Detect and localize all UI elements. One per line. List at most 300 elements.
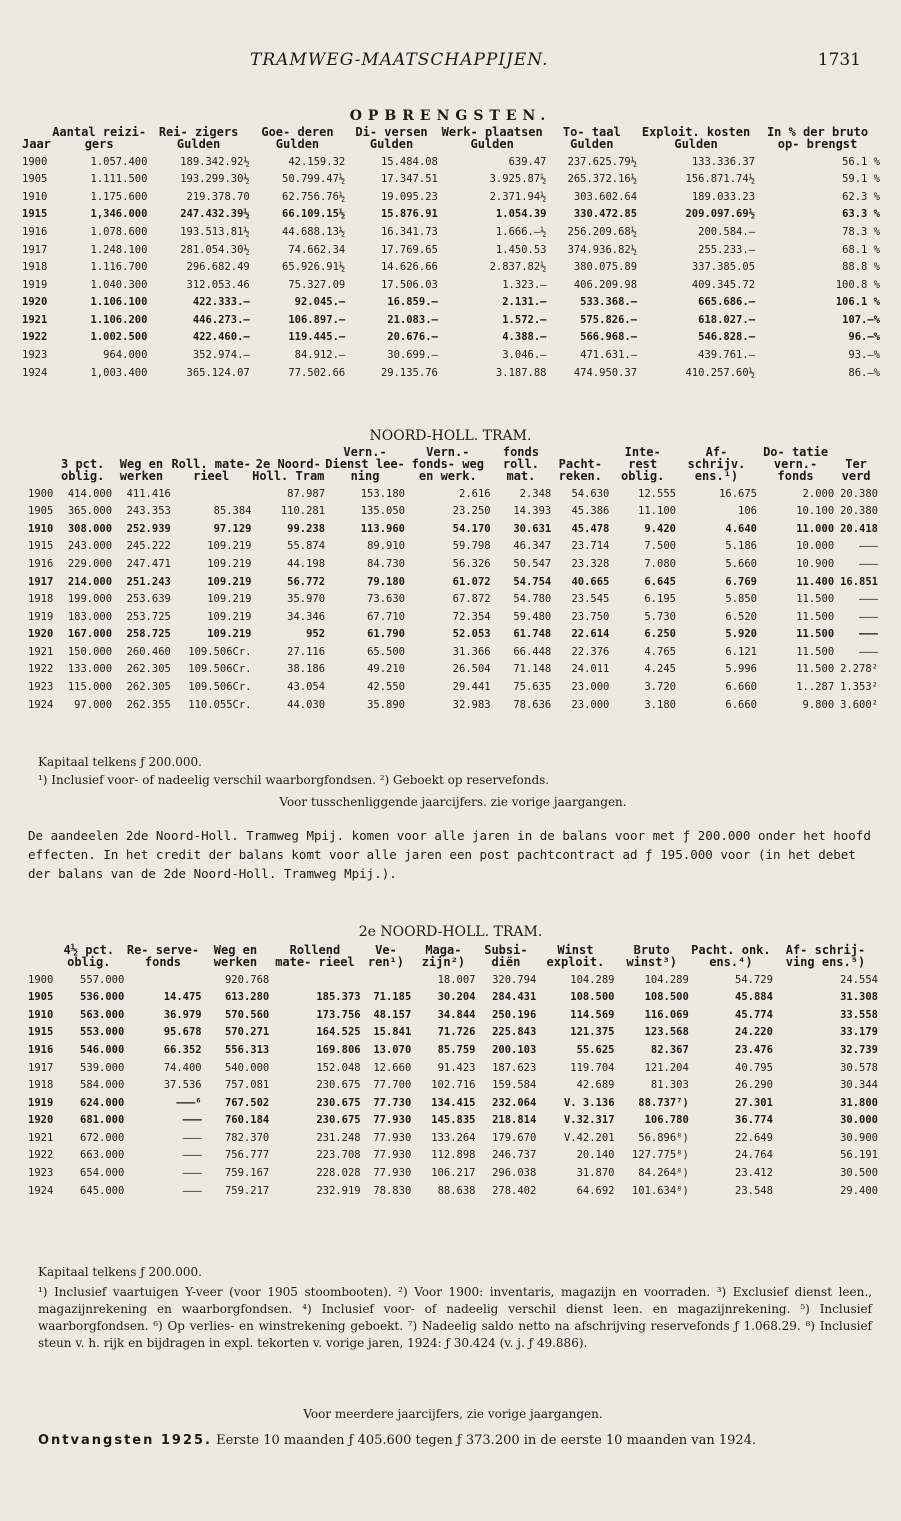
table-cell: 374.936.82½ [567,243,638,256]
table-cell: 6.660 [725,681,757,694]
table-cell: 77.930 [373,1167,412,1180]
table-cell: 1,003.400 [90,366,148,379]
table-cell: 2.131.— [502,296,547,309]
table-cell: 618.027.— [698,313,756,326]
table-cell: 29.400 [840,1184,878,1197]
table-cell: 46.347 [513,540,552,553]
table-cell: 24.011 [571,663,610,676]
table-cell: 23.328 [571,557,610,570]
table-cell: 106.217 [431,1167,476,1180]
table-cell: 422.460.— [192,331,250,344]
table-cell: 256.209.68½ [567,225,638,238]
table-cell: 62.3 % [842,190,880,203]
table-cell: 2.000 [802,487,835,500]
table-cell: 133.264 [431,1131,476,1144]
table-cell: 42.689 [576,1079,615,1092]
table-cell: ——— [182,1149,202,1162]
table-cell: 187.623 [492,1061,537,1074]
table-cell: 109.506Cr. [188,645,252,658]
table-cell: 1922 [28,1149,54,1162]
table-cell: 410.257.60½ [685,366,756,379]
table-cell: 23.548 [735,1184,773,1197]
table-cell: ——— [859,628,878,641]
table-cell: 99.238 [287,522,326,535]
table-cell: 14.475 [163,991,202,1004]
table-cell: 303.602.64 [573,190,638,203]
2e-noord-holl-table [28,944,878,1200]
table-cell: 1.450.53 [495,243,547,256]
table-cell: 237.625.79½ [567,155,638,168]
table-cell: 3.925.87½ [489,173,547,186]
table-cell: 86.—% [848,366,880,379]
table-cell: 1916 [28,1043,54,1056]
table-cell: 11.500 [796,628,835,641]
table-cell: 30.000 [840,1114,878,1127]
column-header: Di- versen Gulden [355,125,428,151]
table-cell: 200.103 [492,1043,537,1056]
table-row [22,347,880,365]
table-cell: 1917 [22,243,48,256]
section-title-opbrengsten: OPBRENGSTEN. [349,108,552,124]
table-cell: 3.180 [644,698,676,711]
table-cell: 1918 [22,261,48,274]
table-cell: 23.476 [735,1043,773,1056]
table-row [28,555,878,573]
table-cell: ——— [182,1184,202,1197]
table-cell: 337.385.05 [691,261,756,274]
table-cell: 262.305 [126,681,171,694]
table-cell: 759.167 [224,1167,270,1180]
table-cell: 1924 [22,366,48,379]
table-cell: 50.547 [513,557,552,570]
table-cell: 219.378.70 [186,190,250,203]
table-cell: 59.798 [452,540,491,553]
table-cell: 6.660 [725,698,757,711]
table-cell: 77.930 [373,1114,412,1127]
table-cell: 1.353² [840,681,878,694]
table-cell: 112.898 [431,1149,476,1162]
table-cell: 214.000 [67,575,113,588]
table-row [28,643,878,661]
table-cell: 104.289 [644,973,689,986]
table-cell: 232.919 [316,1184,361,1197]
table-cell: 77.930 [373,1131,412,1144]
table-cell: 40.665 [571,575,610,588]
column-header [28,446,53,485]
column-header: Exploit. kosten Gulden [641,125,751,151]
table-cell: 55.625 [576,1043,615,1056]
table-row [28,485,878,503]
table-row [22,364,880,382]
table-cell: 409.345.72 [691,278,756,291]
table-cell: 24.220 [735,1026,773,1039]
table-cell: 230.675 [316,1114,361,1127]
table-cell: 88.638 [437,1184,476,1197]
ontvangsten-1925 [38,1432,868,1449]
table-cell: 34.346 [287,610,326,623]
column-header: Ve- ren¹) [367,943,404,969]
table-cell: 34.844 [437,1008,476,1021]
table-cell: 22.649 [735,1131,773,1144]
column-header: Roll. mate- rieel [171,457,251,483]
table-cell: 5.996 [725,663,757,676]
column-header: Winst exploit. [546,943,605,969]
table-cell: 1923 [28,1167,54,1180]
table-row [22,188,880,206]
table-cell: 1916 [22,225,48,238]
table-cell: 4.388.— [502,331,547,344]
table-cell: 3.187.88 [495,366,547,379]
table-cell: 15.841 [373,1026,412,1039]
table-cell: 121.204 [644,1061,689,1074]
table-row [22,329,880,347]
table-cell: 12.555 [638,487,676,500]
table-cell: 29.135.76 [380,366,438,379]
table-cell: 406.209.98 [573,278,638,291]
table-cell: 665.686.— [698,296,756,309]
table-cell: 566.968.— [580,331,638,344]
table-cell: 663.000 [80,1149,125,1162]
table-row [22,259,880,277]
table-cell: 109.219 [207,628,252,641]
table-cell: ——— [182,1114,202,1127]
table-cell: 557.000 [80,973,125,986]
table-cell: 30.699.— [387,349,438,362]
table-cell: 61.790 [367,628,405,641]
table-cell: 1.002.500 [90,331,148,344]
table-cell: 1919 [28,1096,54,1109]
table-cell: 43.054 [287,681,326,694]
table-row [28,1077,878,1095]
column-header: Af- schrij- ving ens.⁵) [785,943,866,969]
table-cell: 964.000 [103,349,148,362]
table-cell: 108.500 [570,991,615,1004]
table-cell: 556.313 [224,1043,270,1056]
table-cell: 1.572.— [502,313,547,326]
table-cell: 1.106.100 [90,296,148,309]
table-cell: 106 [738,505,757,518]
table-cell: 645.000 [80,1184,125,1197]
table-cell: 121.375 [570,1026,615,1039]
table-cell: 6.195 [644,593,676,606]
table-cell: 133.000 [67,663,113,676]
table-row [22,223,880,241]
table-cell: 109.219 [207,575,252,588]
table-cell: ——— [182,1167,202,1180]
table-cell: 54.780 [513,593,552,606]
table-cell: 93.—% [848,349,880,362]
column-header: Vern.- Dienst lee- ning [325,445,405,483]
table-cell: 189.342.92½ [180,155,250,168]
table-cell: 1921 [28,1131,54,1144]
table-cell: 31.870 [576,1167,615,1180]
table-cell: 64.692 [576,1184,615,1197]
table-cell: 27.116 [287,645,326,658]
table-cell: 159.584 [492,1079,537,1092]
table-cell: 127.775⁸) [631,1149,689,1162]
table-cell: 11.000 [796,522,835,535]
table-cell: 42.550 [367,681,405,694]
table-cell: 247.432.39½ [180,208,250,221]
table-cell: 639.47 [508,155,547,168]
table-cell [361,971,412,989]
table-cell: 570.271 [224,1026,270,1039]
table-cell: 61.748 [513,628,552,641]
table-row [28,591,878,609]
table-cell: 553.000 [80,1026,125,1039]
table-cell: 173.756 [316,1008,361,1021]
table-cell: 104.289 [570,973,615,986]
table-cell: 255.233.— [698,243,756,256]
table-cell: 23.750 [571,610,610,623]
table-cell: 119.704 [570,1061,615,1074]
table-cell: 26.504 [452,663,491,676]
ontvangsten-label: Ontvangsten 1925. [38,1433,212,1448]
column-header: Goe- deren Gulden [261,125,334,151]
table-cell: 296.682.49 [186,261,250,274]
table-cell: 109.219 [207,540,252,553]
table-cell: 54.729 [735,973,773,986]
table-cell: 56.772 [287,575,326,588]
table-cell: 11.100 [638,505,676,518]
table-cell: 1917 [28,575,54,588]
table-cell: 18.007 [437,973,476,986]
table-cell: 23.000 [571,698,610,711]
table-cell: 30.631 [513,522,552,535]
table-cell: 85.759 [437,1043,476,1056]
table-cell: 77.700 [373,1079,412,1092]
table-cell: 1905 [28,505,54,518]
revenue-table [22,126,880,382]
table-cell: 414.000 [67,487,113,500]
table-cell: 77.930 [373,1149,412,1162]
table-cell: 563.000 [80,1008,125,1021]
table-cell: 230.675 [316,1096,361,1109]
table-cell: 1900 [28,487,54,500]
table-cell: 17.506.03 [380,278,438,291]
table-cell: 5.850 [725,593,757,606]
table-cell: 4.765 [644,645,676,658]
table-row [28,661,878,679]
table-cell: 1919 [22,278,48,291]
table-cell: 81.303 [650,1079,689,1092]
noord-holl-table [28,446,878,714]
table-cell: 11.500 [796,645,835,658]
table-cell: 102.716 [431,1079,476,1092]
table-cell: 134.415 [431,1096,476,1109]
table-cell: 613.280 [224,991,270,1004]
table-cell: 71.185 [373,991,412,1004]
table-cell: 575.826.— [580,313,638,326]
table-cell: 243.353 [126,505,171,518]
table-cell: 109.506Cr. [188,663,252,676]
table-cell: 113.960 [360,522,405,535]
table-cell: V.42.201 [563,1131,615,1144]
table-cell: 330.472.85 [573,208,638,221]
table-cell: 24.764 [735,1149,773,1162]
table-cell: 539.000 [80,1061,125,1074]
table-cell: 109.219 [207,557,252,570]
table-cell: 30.204 [437,991,476,1004]
table-cell: 6.250 [644,628,676,641]
table-cell: 20.676.— [387,331,438,344]
table-cell: 145.835 [431,1114,476,1127]
table-cell: 1905 [28,991,54,1004]
table-cell: 193.299.30½ [180,173,250,186]
table-cell: 10.100 [796,505,835,518]
table-cell: 250.196 [492,1008,537,1021]
column-header: Bruto winst³) [626,943,677,969]
table-cell: 22.376 [571,645,610,658]
table-cell: 11.400 [796,575,835,588]
table-cell: 251.243 [126,575,171,588]
table-cell: 97.129 [213,522,252,535]
table-cell: 15.876.91 [380,208,438,221]
column-header: Ter verd [841,457,871,483]
table-row [28,1024,878,1042]
table-cell: 1920 [22,296,48,309]
table-cell: 183.000 [67,610,113,623]
table-cell: 20.140 [576,1149,615,1162]
table-cell: 1924 [28,1184,54,1197]
table-cell: 1919 [28,610,54,623]
see-previous-note-2: Voor meerdere jaarcijfers, zie vorige jaargangen. [303,1407,603,1421]
running-header [0,50,901,80]
column-header: Weg en werken [213,943,258,969]
table-cell: 84.912.— [294,349,346,362]
table-cell: 1924 [28,698,54,711]
table-row [22,153,880,171]
table-cell: 12.660 [373,1061,412,1074]
table-cell: 252.939 [126,522,171,535]
table-cell: 1922 [28,663,54,676]
table-cell: 1905 [22,173,48,186]
table-cell: 952 [306,628,326,641]
table-cell: 44.688.13½ [282,225,346,238]
table-cell: ——— [182,1131,202,1144]
table-cell: 35.970 [287,593,326,606]
table-cell: 365.000 [67,505,113,518]
column-header: Do- tatie vern.- fonds [763,445,829,483]
table-cell: 2.616 [459,487,491,500]
table-cell: 1918 [28,1079,54,1092]
table-cell: 109.506Cr. [188,681,252,694]
column-header: Pacht- reken. [558,457,602,483]
table-cell: 782.370 [224,1131,270,1144]
table-cell: 109.219 [207,610,252,623]
table-cell: 1900 [22,155,48,168]
table-cell: 1922 [22,331,48,344]
table-cell: 66.109.15½ [282,208,346,221]
table-cell: 228.028 [316,1167,361,1180]
table-cell: 84.730 [367,557,405,570]
table-cell: 284.431 [492,991,537,1004]
table-cell: 19.095.23 [380,190,438,203]
table-cell: 380.075.89 [573,261,638,274]
table-cell: 54.754 [513,575,552,588]
table-cell: 1.106.200 [90,313,148,326]
column-header: Inte- rest oblig. [621,445,665,483]
table-header-row [28,944,878,971]
table-cell: 1910 [28,1008,54,1021]
table-cell: 218.814 [492,1114,537,1127]
table-cell: 54.630 [571,487,610,500]
table-cell: 439.761.— [698,349,756,362]
table-row [28,608,878,626]
table-cell: ——— [859,610,878,623]
table-cell: 1921 [22,313,48,326]
table-cell: 71.726 [437,1026,476,1039]
table-cell: 4.245 [644,663,676,676]
table-cell: 27.301 [735,1096,773,1109]
table-cell: 308.000 [67,522,113,535]
table-cell: 767.502 [224,1096,270,1109]
table-cell: 66.448 [513,645,552,658]
table-cell: 1910 [22,190,48,203]
table-row [28,1094,878,1112]
table-cell: 246.737 [492,1149,537,1162]
table-cell: 100.8 % [835,278,880,291]
table-cell: 570.560 [224,1008,270,1021]
table-cell: 62.756.76½ [282,190,346,203]
table-row [28,626,878,644]
table-cell: 672.000 [80,1131,125,1144]
table-cell: 78.830 [373,1184,412,1197]
table-row [28,989,878,1007]
table-cell: 536.000 [80,991,125,1004]
column-header: Af- schrijv. ens.¹) [687,445,746,483]
table-cell: 48.157 [373,1008,412,1021]
table-cell: 30.344 [840,1079,878,1092]
table-cell: 1.248.100 [90,243,148,256]
table-cell: 31.366 [452,645,491,658]
table-cell: 78.3 % [842,225,880,238]
table-cell: 17.769.65 [380,243,438,256]
table-cell: 74.662.34 [288,243,346,256]
table-cell: 9.800 [802,698,835,711]
table-cell: ——— [859,593,878,606]
table-cell: 6.645 [644,575,676,588]
table-row [22,241,880,259]
table-cell: 681.000 [80,1114,125,1127]
table-cell: 56.896⁸) [638,1131,689,1144]
table-cell: 95.678 [163,1026,202,1039]
table-cell: 5.660 [725,557,757,570]
table-cell: 119.445.— [288,331,346,344]
table-cell: 278.402 [492,1184,537,1197]
table-cell: 185.373 [316,991,361,1004]
capital-note-1: Kapitaal telkens ƒ 200.000. [38,755,202,769]
table-cell: 471.631.— [580,349,638,362]
table-cell: 584.000 [80,1079,125,1092]
table-cell: 245.222 [126,540,171,553]
column-header: Pacht. onk. ens.⁴) [691,943,771,969]
table-cell: 446.273.— [192,313,250,326]
footnotes-2: ¹) Inclusief vaartuigen Y-veer (voor 1905 stoombooten). ²) Voor 1900: inventaris, magazijn en voorraden. ³) Exclusief dienst leen., magazijnrekening en waarborgfondsen. ⁴) Inclusief voor- of nadeelig verschil dienst leen. en magazijnrekening. ⁵) Inclusief waarborgfondsen. ⁶) Op verlies- en winstrekening geboekt. ⁷) Nadeelig saldo netto na afschrijving reservefonds ƒ 1.068.29. ⁸) Inclusief steun v. h. rijk en bijdragen in expl. tekorten v. vorige jaren, 1924: ƒ 30.424 (v. j. ƒ 49.886). [38,1285,872,1350]
table-cell: 156.871.74½ [685,173,756,186]
table-cell: 45.774 [735,1008,773,1021]
table-cell: 23.000 [571,681,610,694]
table-cell: 30.900 [840,1131,878,1144]
table-cell: 320.794 [492,973,537,986]
page-number: 1731 [817,50,861,70]
table-cell: 101.634⁸) [631,1184,689,1197]
table-cell: 32.739 [840,1043,878,1056]
table-cell: 1.111.500 [90,173,148,186]
table-cell: 296.038 [492,1167,537,1180]
table-cell: 73.630 [367,593,405,606]
table-cell: 15.484.08 [380,155,438,168]
